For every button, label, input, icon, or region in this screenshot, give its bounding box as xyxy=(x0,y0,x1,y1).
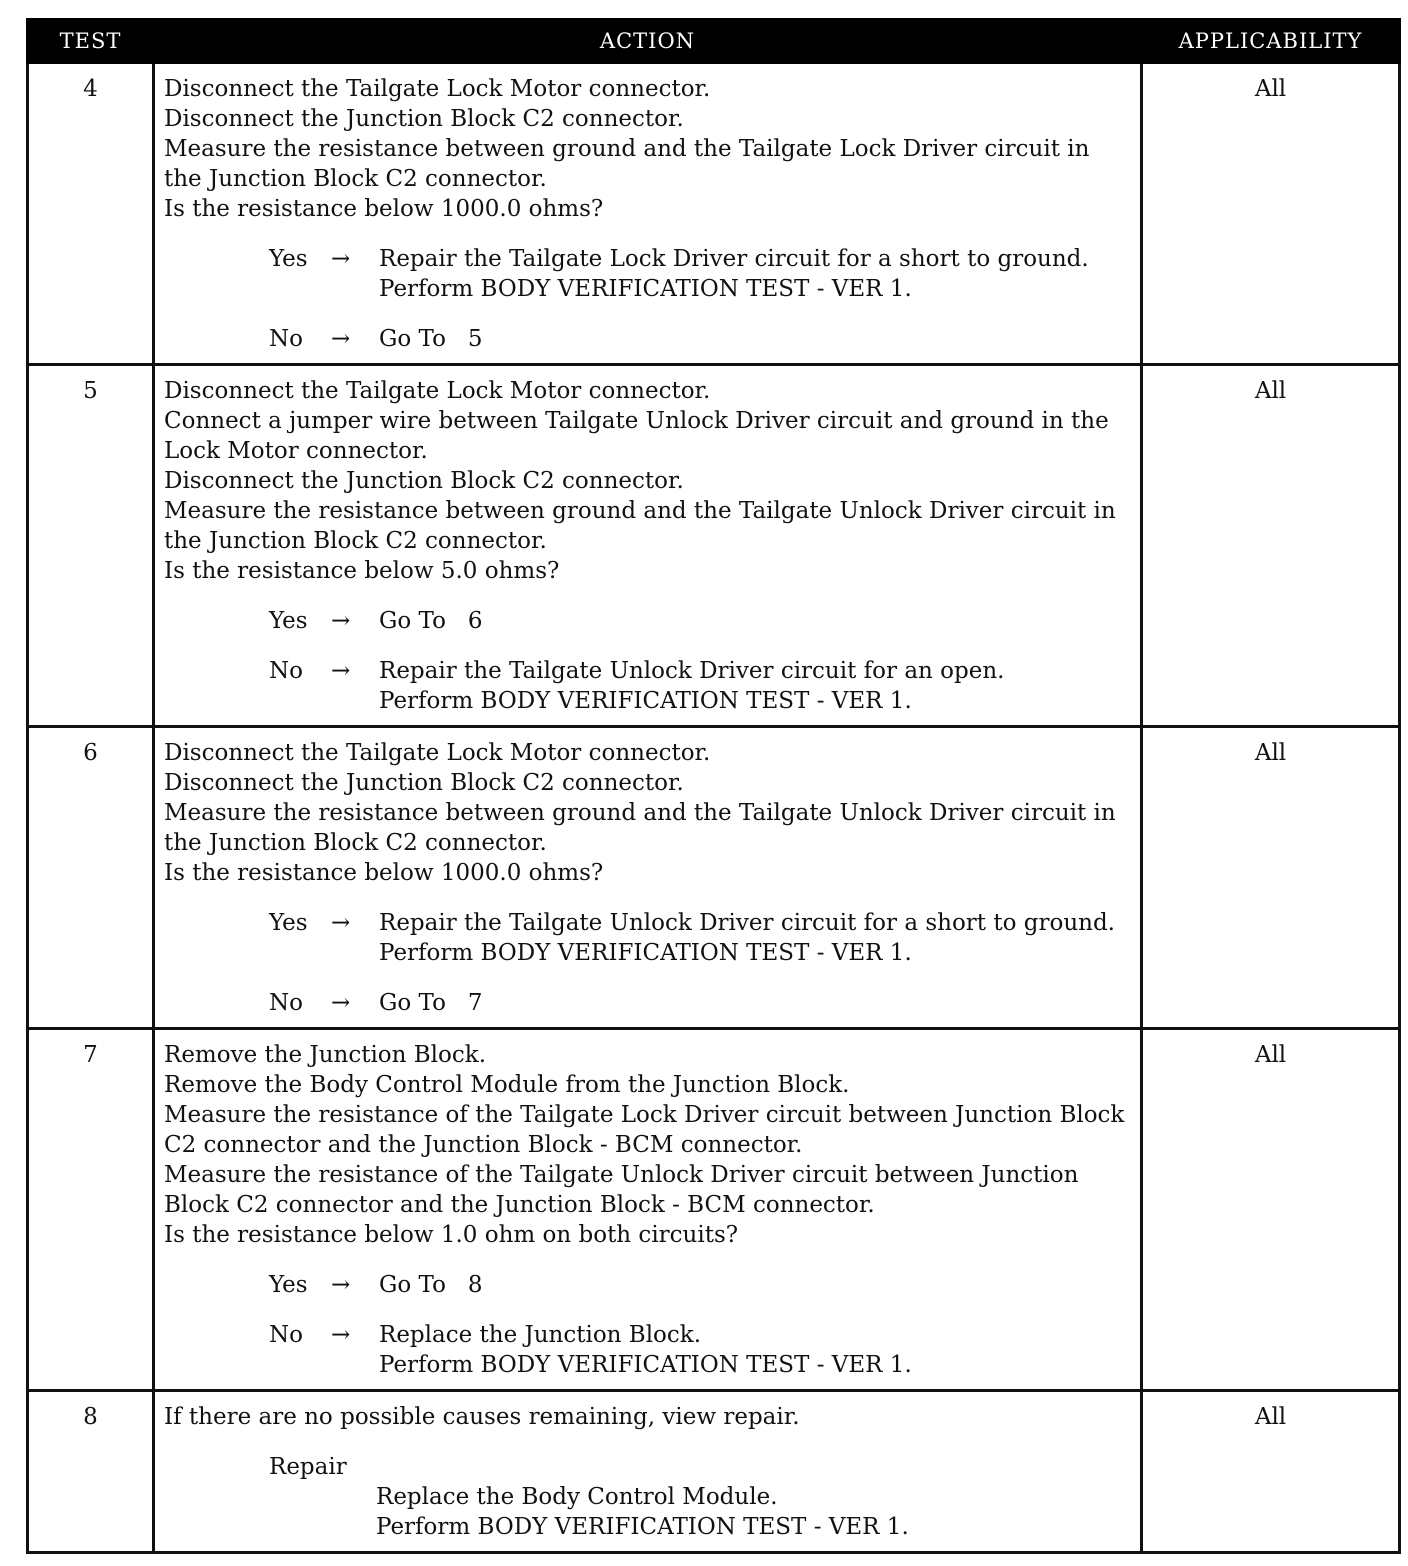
action-cell xyxy=(154,1029,1142,1391)
result-line: Perform BODY VERIFICATION TEST - VER 1. xyxy=(379,276,912,302)
arrow-right-icon: → xyxy=(331,658,351,684)
action-step: Disconnect the Tailgate Lock Motor connector. xyxy=(164,740,711,766)
test-number: 4 xyxy=(28,63,154,365)
applicability-value: All xyxy=(1142,1029,1400,1391)
arrow-right-icon: → xyxy=(331,246,351,272)
result-line: Perform BODY VERIFICATION TEST - VER 1. xyxy=(379,1352,912,1378)
repair-instructions xyxy=(376,1482,1132,1542)
yes-label: Yes xyxy=(269,246,308,272)
table-row xyxy=(28,365,1400,727)
action-step: Disconnect the Junction Block C2 connector. xyxy=(164,468,684,494)
yes-result xyxy=(379,908,1132,968)
result-line: Repair the Tailgate Lock Driver circuit for a short to ground. xyxy=(379,246,1089,272)
action-step: Is the resistance below 1.0 ohm on both circuits? xyxy=(164,1222,739,1248)
test-number: 5 xyxy=(28,365,154,727)
header-test: TEST xyxy=(28,20,154,63)
yes-result xyxy=(379,606,1132,636)
arrow-right-icon: → xyxy=(331,608,351,634)
no-label: No xyxy=(269,658,303,684)
table-header-row xyxy=(28,20,1400,63)
repair-line: Perform BODY VERIFICATION TEST - VER 1. xyxy=(376,1514,909,1540)
yes-outcome xyxy=(269,244,1132,304)
no-outcome xyxy=(269,324,1132,354)
table-row xyxy=(28,727,1400,1029)
action-step: Disconnect the Tailgate Lock Motor connector. xyxy=(164,76,711,102)
no-result xyxy=(379,324,1132,354)
action-step: Is the resistance below 1000.0 ohms? xyxy=(164,860,604,886)
diagnostic-test-table xyxy=(26,18,1401,1554)
arrow-right-icon: → xyxy=(331,1272,351,1298)
action-step: Disconnect the Junction Block C2 connector. xyxy=(164,106,684,132)
result-line: Replace the Junction Block. xyxy=(379,1322,702,1348)
yes-result xyxy=(379,1270,1132,1300)
no-label: No xyxy=(269,326,303,352)
action-step: Connect a jumper wire between Tailgate Unlock Driver circuit and ground in the Lock Motor connector. xyxy=(164,408,1109,464)
yes-label: Yes xyxy=(269,910,308,936)
action-cell xyxy=(154,63,1142,365)
no-outcome xyxy=(269,656,1132,716)
arrow-right-icon: → xyxy=(331,910,351,936)
test-number: 6 xyxy=(28,727,154,1029)
repair-line: Replace the Body Control Module. xyxy=(376,1484,778,1510)
action-step: Measure the resistance of the Tailgate Unlock Driver circuit between Junction Block C2 connector and the Junction Block - BCM connector. xyxy=(164,1162,1079,1218)
diagnostic-test-table-container xyxy=(26,18,1398,1554)
action-step: Measure the resistance between ground and the Tailgate Unlock Driver circuit in the Junction Block C2 connector. xyxy=(164,800,1116,856)
test-number: 8 xyxy=(28,1391,154,1553)
result-line: Go To 7 xyxy=(379,990,483,1016)
table-row xyxy=(28,1029,1400,1391)
action-step: Disconnect the Junction Block C2 connector. xyxy=(164,770,684,796)
yes-outcome xyxy=(269,908,1132,968)
header-applicability: APPLICABILITY xyxy=(1142,20,1400,63)
yes-result xyxy=(379,244,1132,304)
action-step: Remove the Junction Block. xyxy=(164,1042,487,1068)
repair-label: Repair xyxy=(269,1454,347,1480)
action-step: Remove the Body Control Module from the Junction Block. xyxy=(164,1072,850,1098)
action-cell xyxy=(154,727,1142,1029)
test-number: 7 xyxy=(28,1029,154,1391)
yes-label: Yes xyxy=(269,608,308,634)
yes-label: Yes xyxy=(269,1272,308,1298)
arrow-right-icon: → xyxy=(331,326,351,352)
result-line: Go To 6 xyxy=(379,608,483,634)
action-cell xyxy=(154,365,1142,727)
action-cell xyxy=(154,1391,1142,1553)
no-result xyxy=(379,1320,1132,1380)
result-line: Perform BODY VERIFICATION TEST - VER 1. xyxy=(379,688,912,714)
action-step: Disconnect the Tailgate Lock Motor connector. xyxy=(164,378,711,404)
result-line: Perform BODY VERIFICATION TEST - VER 1. xyxy=(379,940,912,966)
table-row xyxy=(28,1391,1400,1553)
no-outcome xyxy=(269,988,1132,1018)
action-step: Measure the resistance of the Tailgate Lock Driver circuit between Junction Block C2 connector and the Junction Block - BCM connector. xyxy=(164,1102,1125,1158)
applicability-value: All xyxy=(1142,365,1400,727)
no-label: No xyxy=(269,1322,303,1348)
arrow-right-icon: → xyxy=(331,990,351,1016)
no-result xyxy=(379,656,1132,716)
applicability-value: All xyxy=(1142,727,1400,1029)
header-action: ACTION xyxy=(154,20,1142,63)
action-step: Measure the resistance between ground and the Tailgate Lock Driver circuit in the Junction Block C2 connector. xyxy=(164,136,1090,192)
result-line: Go To 5 xyxy=(379,326,483,352)
arrow-right-icon: → xyxy=(331,1322,351,1348)
applicability-value: All xyxy=(1142,63,1400,365)
action-step: Measure the resistance between ground and the Tailgate Unlock Driver circuit in the Junction Block C2 connector. xyxy=(164,498,1116,554)
action-step: Is the resistance below 1000.0 ohms? xyxy=(164,196,604,222)
action-step: If there are no possible causes remaining, view repair. xyxy=(164,1404,800,1430)
result-line: Repair the Tailgate Unlock Driver circuit for a short to ground. xyxy=(379,910,1115,936)
no-label: No xyxy=(269,990,303,1016)
action-step: Is the resistance below 5.0 ohms? xyxy=(164,558,560,584)
yes-outcome xyxy=(269,606,1132,636)
applicability-value: All xyxy=(1142,1391,1400,1553)
yes-outcome xyxy=(269,1270,1132,1300)
no-result xyxy=(379,988,1132,1018)
table-row xyxy=(28,63,1400,365)
no-outcome xyxy=(269,1320,1132,1380)
result-line: Go To 8 xyxy=(379,1272,483,1298)
result-line: Repair the Tailgate Unlock Driver circuit for an open. xyxy=(379,658,1005,684)
